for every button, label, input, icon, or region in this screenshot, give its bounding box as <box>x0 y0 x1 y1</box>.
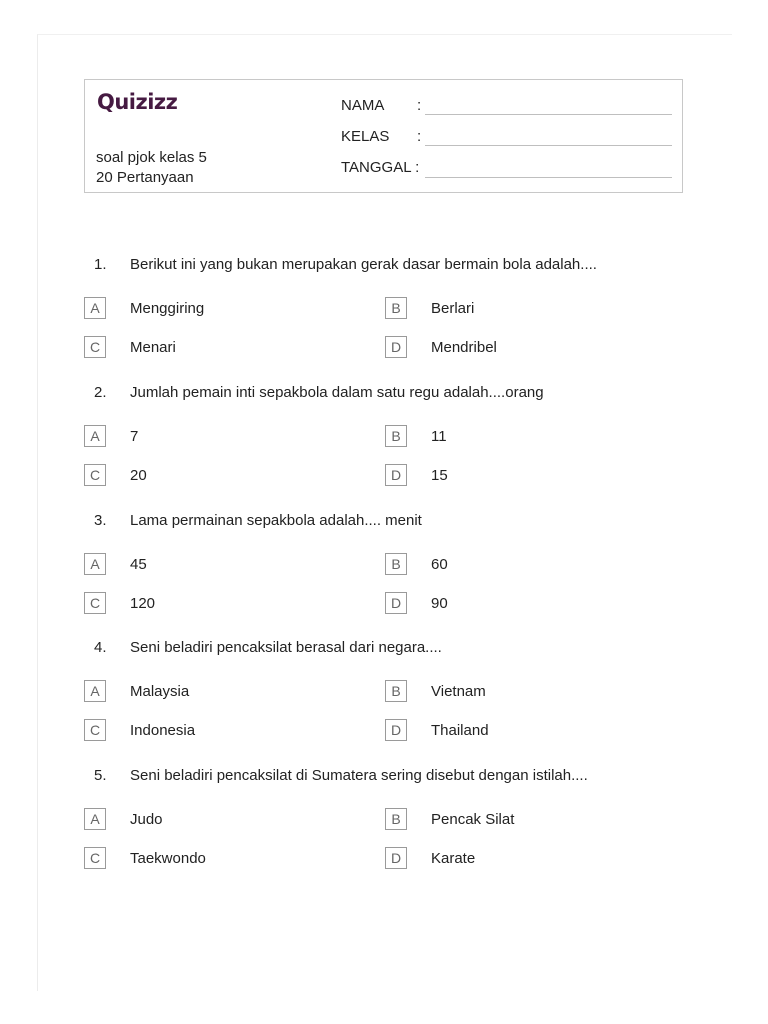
option-letter-box[interactable]: A <box>84 808 106 830</box>
option-text: Karate <box>431 849 476 867</box>
quiz-title: soal pjok kelas 5 <box>96 149 207 166</box>
option-text: Menggiring <box>130 300 205 317</box>
option-text: 120 <box>130 594 156 612</box>
date-field[interactable] <box>341 159 419 176</box>
quizizz-logo: Quizizz <box>97 90 178 114</box>
option-letter-box[interactable]: A <box>84 297 106 319</box>
option-text: 7 <box>130 428 139 445</box>
option-letter-box[interactable]: C <box>84 464 106 486</box>
option-letter-box[interactable]: B <box>385 808 407 830</box>
name-label: NAMA <box>341 97 385 114</box>
question-number: 1. <box>94 256 107 273</box>
option-text: Mendribel <box>431 338 497 356</box>
option-text: Judo <box>130 811 163 828</box>
date-label: TANGGAL : <box>341 159 420 176</box>
option-text: 90 <box>431 594 448 612</box>
option-text: Malaysia <box>130 683 190 700</box>
question-number: 4. <box>94 639 107 656</box>
option-letter-box[interactable]: A <box>84 553 106 575</box>
option-letter-box[interactable]: A <box>84 425 106 447</box>
question-number: 3. <box>94 512 107 529</box>
option-text: Pencak Silat <box>431 811 515 828</box>
class-field[interactable] <box>341 128 425 145</box>
class-label: KELAS <box>341 128 390 145</box>
option-letter-box[interactable]: C <box>84 847 106 869</box>
option-text: Indonesia <box>130 721 196 739</box>
option-text: Berlari <box>431 300 475 317</box>
option-letter-box[interactable]: C <box>84 592 106 614</box>
option-letter-box[interactable]: C <box>84 719 106 741</box>
question-text: Lama permainan sepakbola adalah.... menit <box>130 512 422 529</box>
name-field[interactable] <box>341 97 425 114</box>
question-text: Seni beladiri pencaksilat berasal dari negara.... <box>130 639 442 656</box>
option-text: 45 <box>130 556 147 573</box>
option-letter-box[interactable]: B <box>385 553 407 575</box>
option-letter-box[interactable]: D <box>385 464 407 486</box>
question-number: 2. <box>94 384 107 401</box>
option-letter-box[interactable]: D <box>385 719 407 741</box>
option-letter-box[interactable]: B <box>385 297 407 319</box>
class-colon: : <box>417 128 422 145</box>
option-text: 60 <box>431 556 448 573</box>
option-text: Menari <box>130 338 176 356</box>
option-text: 20 <box>130 466 147 484</box>
option-letter-box[interactable]: D <box>385 336 407 358</box>
question-text: Berikut ini yang bukan merupakan gerak dasar bermain bola adalah.... <box>130 256 597 273</box>
option-text: Vietnam <box>431 683 486 700</box>
date-line[interactable] <box>425 176 672 178</box>
question-count: 20 Pertanyaan <box>96 169 194 186</box>
option-letter-box[interactable]: B <box>385 425 407 447</box>
worksheet-header <box>84 79 683 193</box>
option-text: 11 <box>431 428 447 445</box>
question-number: 5. <box>94 767 107 784</box>
option-text: 15 <box>431 466 448 484</box>
name-line[interactable] <box>425 113 672 115</box>
name-colon: : <box>417 97 422 114</box>
option-letter-box[interactable]: D <box>385 847 407 869</box>
option-letter-box[interactable]: D <box>385 592 407 614</box>
class-line[interactable] <box>425 144 672 146</box>
option-letter-box[interactable]: A <box>84 680 106 702</box>
option-letter-box[interactable]: C <box>84 336 106 358</box>
option-text: Taekwondo <box>130 849 206 867</box>
question-text: Seni beladiri pencaksilat di Sumatera sering disebut dengan istilah.... <box>130 767 588 784</box>
question-text: Jumlah pemain inti sepakbola dalam satu regu adalah....orang <box>130 384 544 401</box>
option-letter-box[interactable]: B <box>385 680 407 702</box>
option-text: Thailand <box>431 721 489 739</box>
